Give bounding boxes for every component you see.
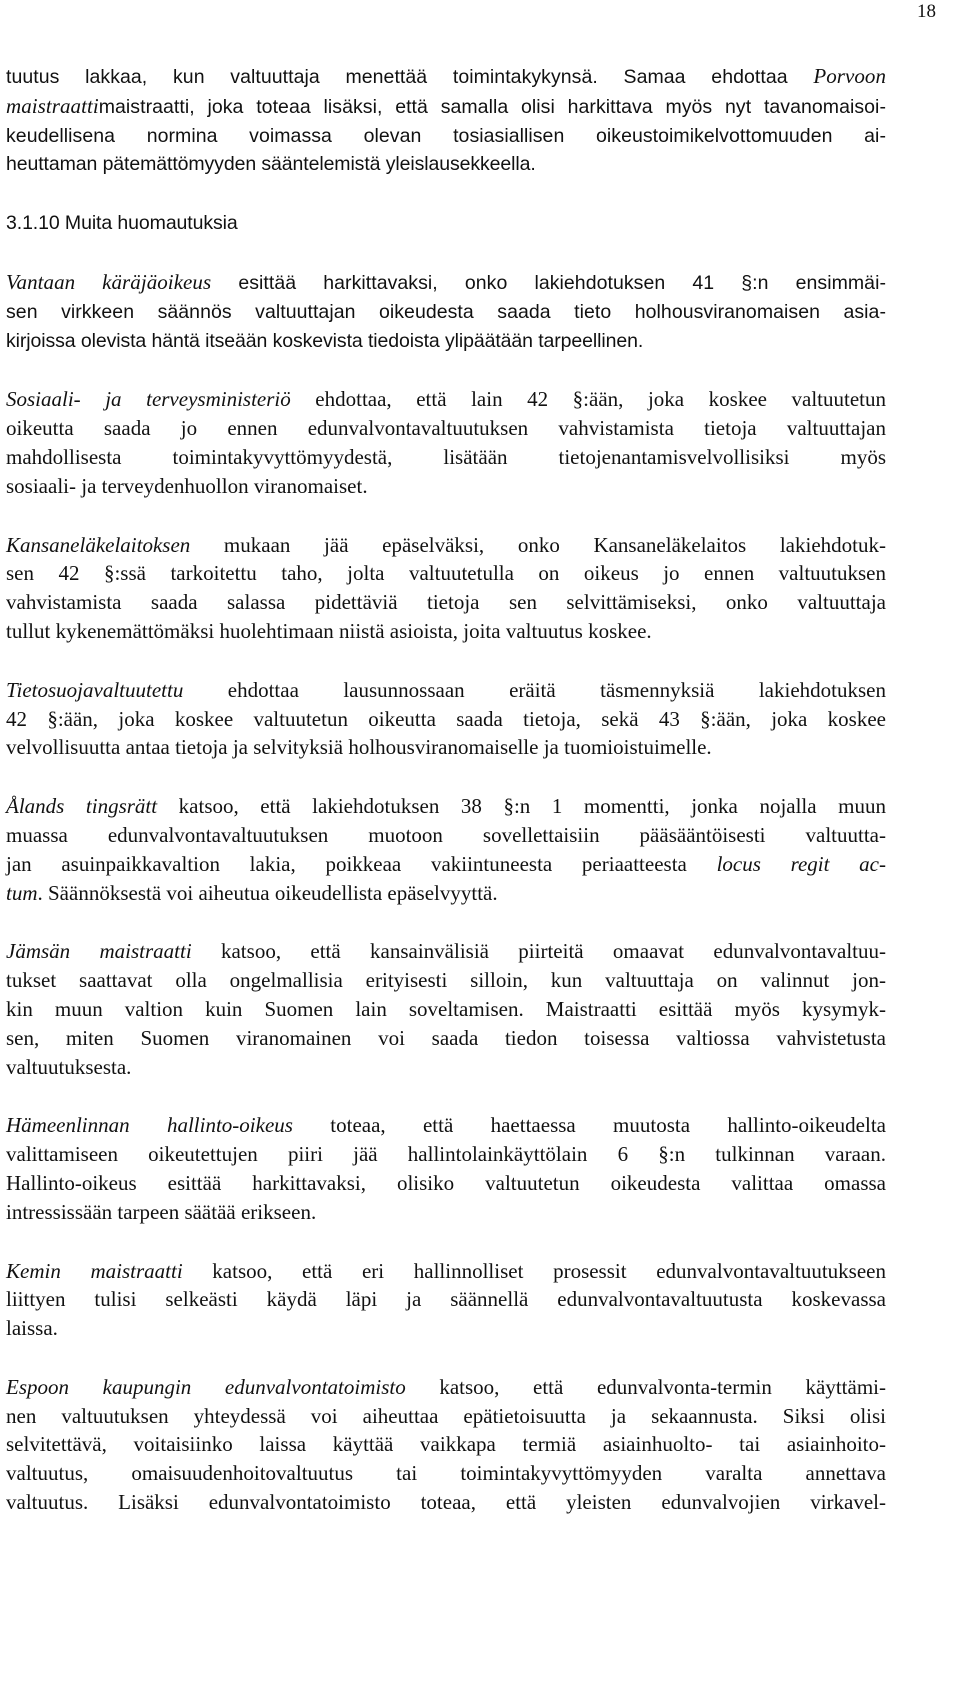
text-line: sen 42 §:ssä tarkoitettu taho, jolta valtuutetulla on oikeus jo ennen valtuutuksen bbox=[6, 561, 886, 586]
text-line: valtuutus. Lisäksi edunvalvontatoimisto toteaa, että yleisten edunvalvojien virkavel- bbox=[6, 1490, 886, 1515]
text-line: tuutus lakkaa, kun valtuuttaja menettää toimintakykynsä. Samaa ehdottaa bbox=[6, 66, 814, 88]
text-line: ehdottaa, että lain 42 §:ään, joka koskee valtuutetun bbox=[290, 387, 887, 412]
text-line: kin muun valtion kuin Suomen lain soveltamisen. Maistraatti esittää myös kysymyk- bbox=[6, 996, 886, 1021]
text-line: velvollisuutta antaa tietoja ja selvityksiä holhousviranomaiselle ja tuomioistuimelle. bbox=[6, 735, 712, 760]
text-line: selvitettävä, voitaisiinko laissa käyttää vaikkapa termiä asiainhuolto- tai asiainhoito- bbox=[6, 1432, 886, 1457]
text-line: muassa edunvalvontavaltuutuksen muotoon sovellettaisiin pääsääntöisesti valtuutta- bbox=[6, 822, 886, 847]
organization-name: Hämeenlinnan hallinto-oikeus bbox=[6, 1113, 293, 1138]
paragraph-vantaa bbox=[6, 268, 886, 355]
text-line: mukaan jää epäselväksi, onko Kansaneläkelaitos lakiehdotuk- bbox=[190, 532, 886, 557]
text-line: oikeutta saada jo ennen edunvalvontavaltuutuksen vahvistamista tietoja valtuuttajan bbox=[6, 416, 886, 441]
text-line: katsoo, että lakiehdotuksen 38 §:n 1 momentti, jonka nojalla muun bbox=[157, 794, 886, 819]
text-line: valtuutuksesta. bbox=[6, 1054, 132, 1079]
organization-name: Tietosuojavaltuutettu bbox=[6, 677, 184, 702]
text-line: jan asuinpaikkavaltion lakia, poikkeaa vakiintuneesta periaatteesta bbox=[6, 851, 717, 876]
text-line: intressissään tarpeen säätää erikseen. bbox=[6, 1199, 317, 1224]
paragraph-espoo bbox=[6, 1373, 886, 1517]
paragraph-kemi bbox=[6, 1257, 886, 1343]
text-line: valittamiseen oikeutettujen piiri jää hallintolainkäyttölain 6 §:n tulkinnan varaan. bbox=[6, 1142, 886, 1167]
intro-paragraph bbox=[6, 62, 886, 179]
text-line: sen, miten Suomen viranomainen voi saada tiedon toisessa valtiossa vahvistetusta bbox=[6, 1025, 886, 1050]
organization-name: Ålands tingsrätt bbox=[6, 794, 158, 819]
paragraph-jamsa bbox=[6, 937, 886, 1081]
organization-name: Jämsän maistraatti bbox=[6, 939, 192, 964]
paragraph-kela bbox=[6, 531, 886, 646]
text-line: maistraatti, joka toteaa lisäksi, että samalla olisi harkittava myös nyt tavanomaisoi- bbox=[98, 95, 886, 118]
page-number: 18 bbox=[917, 1, 936, 22]
text-line: heuttaman pätemättömyyden sääntelemistä yleislausekkeella. bbox=[6, 153, 536, 176]
organization-name: Kansaneläkelaitoksen bbox=[6, 532, 191, 557]
text-line: valtuutus, omaisuudenhoitovaltuutus tai toimintakyvyttömyyden varalta annettava bbox=[6, 1461, 886, 1486]
organization-name: Vantaan käräjäoikeus bbox=[6, 269, 212, 294]
text-line: tukset saattavat olla ongelmallisia erityisesti silloin, kun valtuuttaja on valinnut jon- bbox=[6, 968, 886, 993]
text-line: sosiaali- ja terveydenhuollon viranomaiset. bbox=[6, 473, 368, 498]
text-line: katsoo, että eri hallinnolliset prosessit edunvalvontavaltuutukseen bbox=[182, 1258, 886, 1283]
text-line: katsoo, että kansainvälisiä piirteitä omaavat edunvalvontavaltuu- bbox=[191, 939, 886, 964]
text-line: kirjoissa olevista häntä itseään koskevista tiedoista ylipäätään tarpeellinen. bbox=[6, 329, 644, 352]
text-line: katsoo, että edunvalvonta-termin käyttämi- bbox=[405, 1374, 886, 1399]
organization-name: Sosiaali- ja terveysministeriö bbox=[6, 387, 291, 412]
organization-name: Espoon kaupungin edunvalvontatoimisto bbox=[6, 1374, 406, 1399]
text-line: ehdottaa lausunnossaan eräitä täsmennyksiä lakiehdotuksen bbox=[183, 677, 886, 702]
text-line: keudellisena normina voimassa olevan tosiasiallisen oikeustoimikelvottomuuden ai- bbox=[6, 124, 886, 147]
organization-name: Porvoon bbox=[813, 64, 886, 88]
text-line: sen virkkeen säännös valtuuttajan oikeudesta saada tieto holhousviranomaisen asia- bbox=[6, 300, 886, 323]
text-line: esittää harkittavaksi, onko lakiehdotuksen 41 §:n ensimmäi- bbox=[211, 271, 887, 294]
text-line: vahvistamista saada salassa pidettäviä tietoja sen selvittämiseksi, onko valtuuttaja bbox=[6, 590, 886, 615]
document-body bbox=[6, 62, 886, 1517]
text-line: mahdollisesta toimintakyvyttömyydestä, lisätään tietojenantamisvelvollisiksi myös bbox=[6, 444, 886, 469]
text-line: liittyen tulisi selkeästi käydä läpi ja säännellä edunvalvontavaltuutusta koskevassa bbox=[6, 1287, 886, 1312]
paragraph-hameenlinna bbox=[6, 1111, 886, 1226]
section-heading: 3.1.10 Muita huomautuksia bbox=[6, 212, 238, 235]
latin-phrase: locus regit ac- bbox=[716, 851, 886, 876]
text-line: toteaa, että haettaessa muutosta hallinto-oikeudelta bbox=[292, 1113, 886, 1138]
text-line: . Säännöksestä voi aiheutua oikeudellista epäselvyyttä. bbox=[37, 880, 498, 905]
organization-name: maistraatti bbox=[6, 93, 99, 118]
text-line: tullut kykenemättömäksi huolehtimaan niistä asioista, joita valtuutus koskee. bbox=[6, 618, 652, 643]
latin-phrase: tum bbox=[6, 880, 38, 905]
text-line: Hallinto-oikeus esittää harkittavaksi, olisiko valtuutetun oikeudesta valittaa omassa bbox=[6, 1170, 886, 1195]
text-line: nen valtuutuksen yhteydessä voi aiheuttaa epätietoisuutta ja sekaannusta. Siksi olisi bbox=[6, 1403, 886, 1428]
paragraph-aland bbox=[6, 792, 886, 907]
text-line: laissa. bbox=[6, 1316, 58, 1341]
paragraph-stm bbox=[6, 385, 886, 500]
organization-name: Kemin maistraatti bbox=[6, 1258, 183, 1283]
paragraph-tietosuoja bbox=[6, 676, 886, 762]
text-line: 42 §:ään, joka koskee valtuutetun oikeutta saada tietoja, sekä 43 §:ään, joka koskee bbox=[6, 706, 886, 731]
